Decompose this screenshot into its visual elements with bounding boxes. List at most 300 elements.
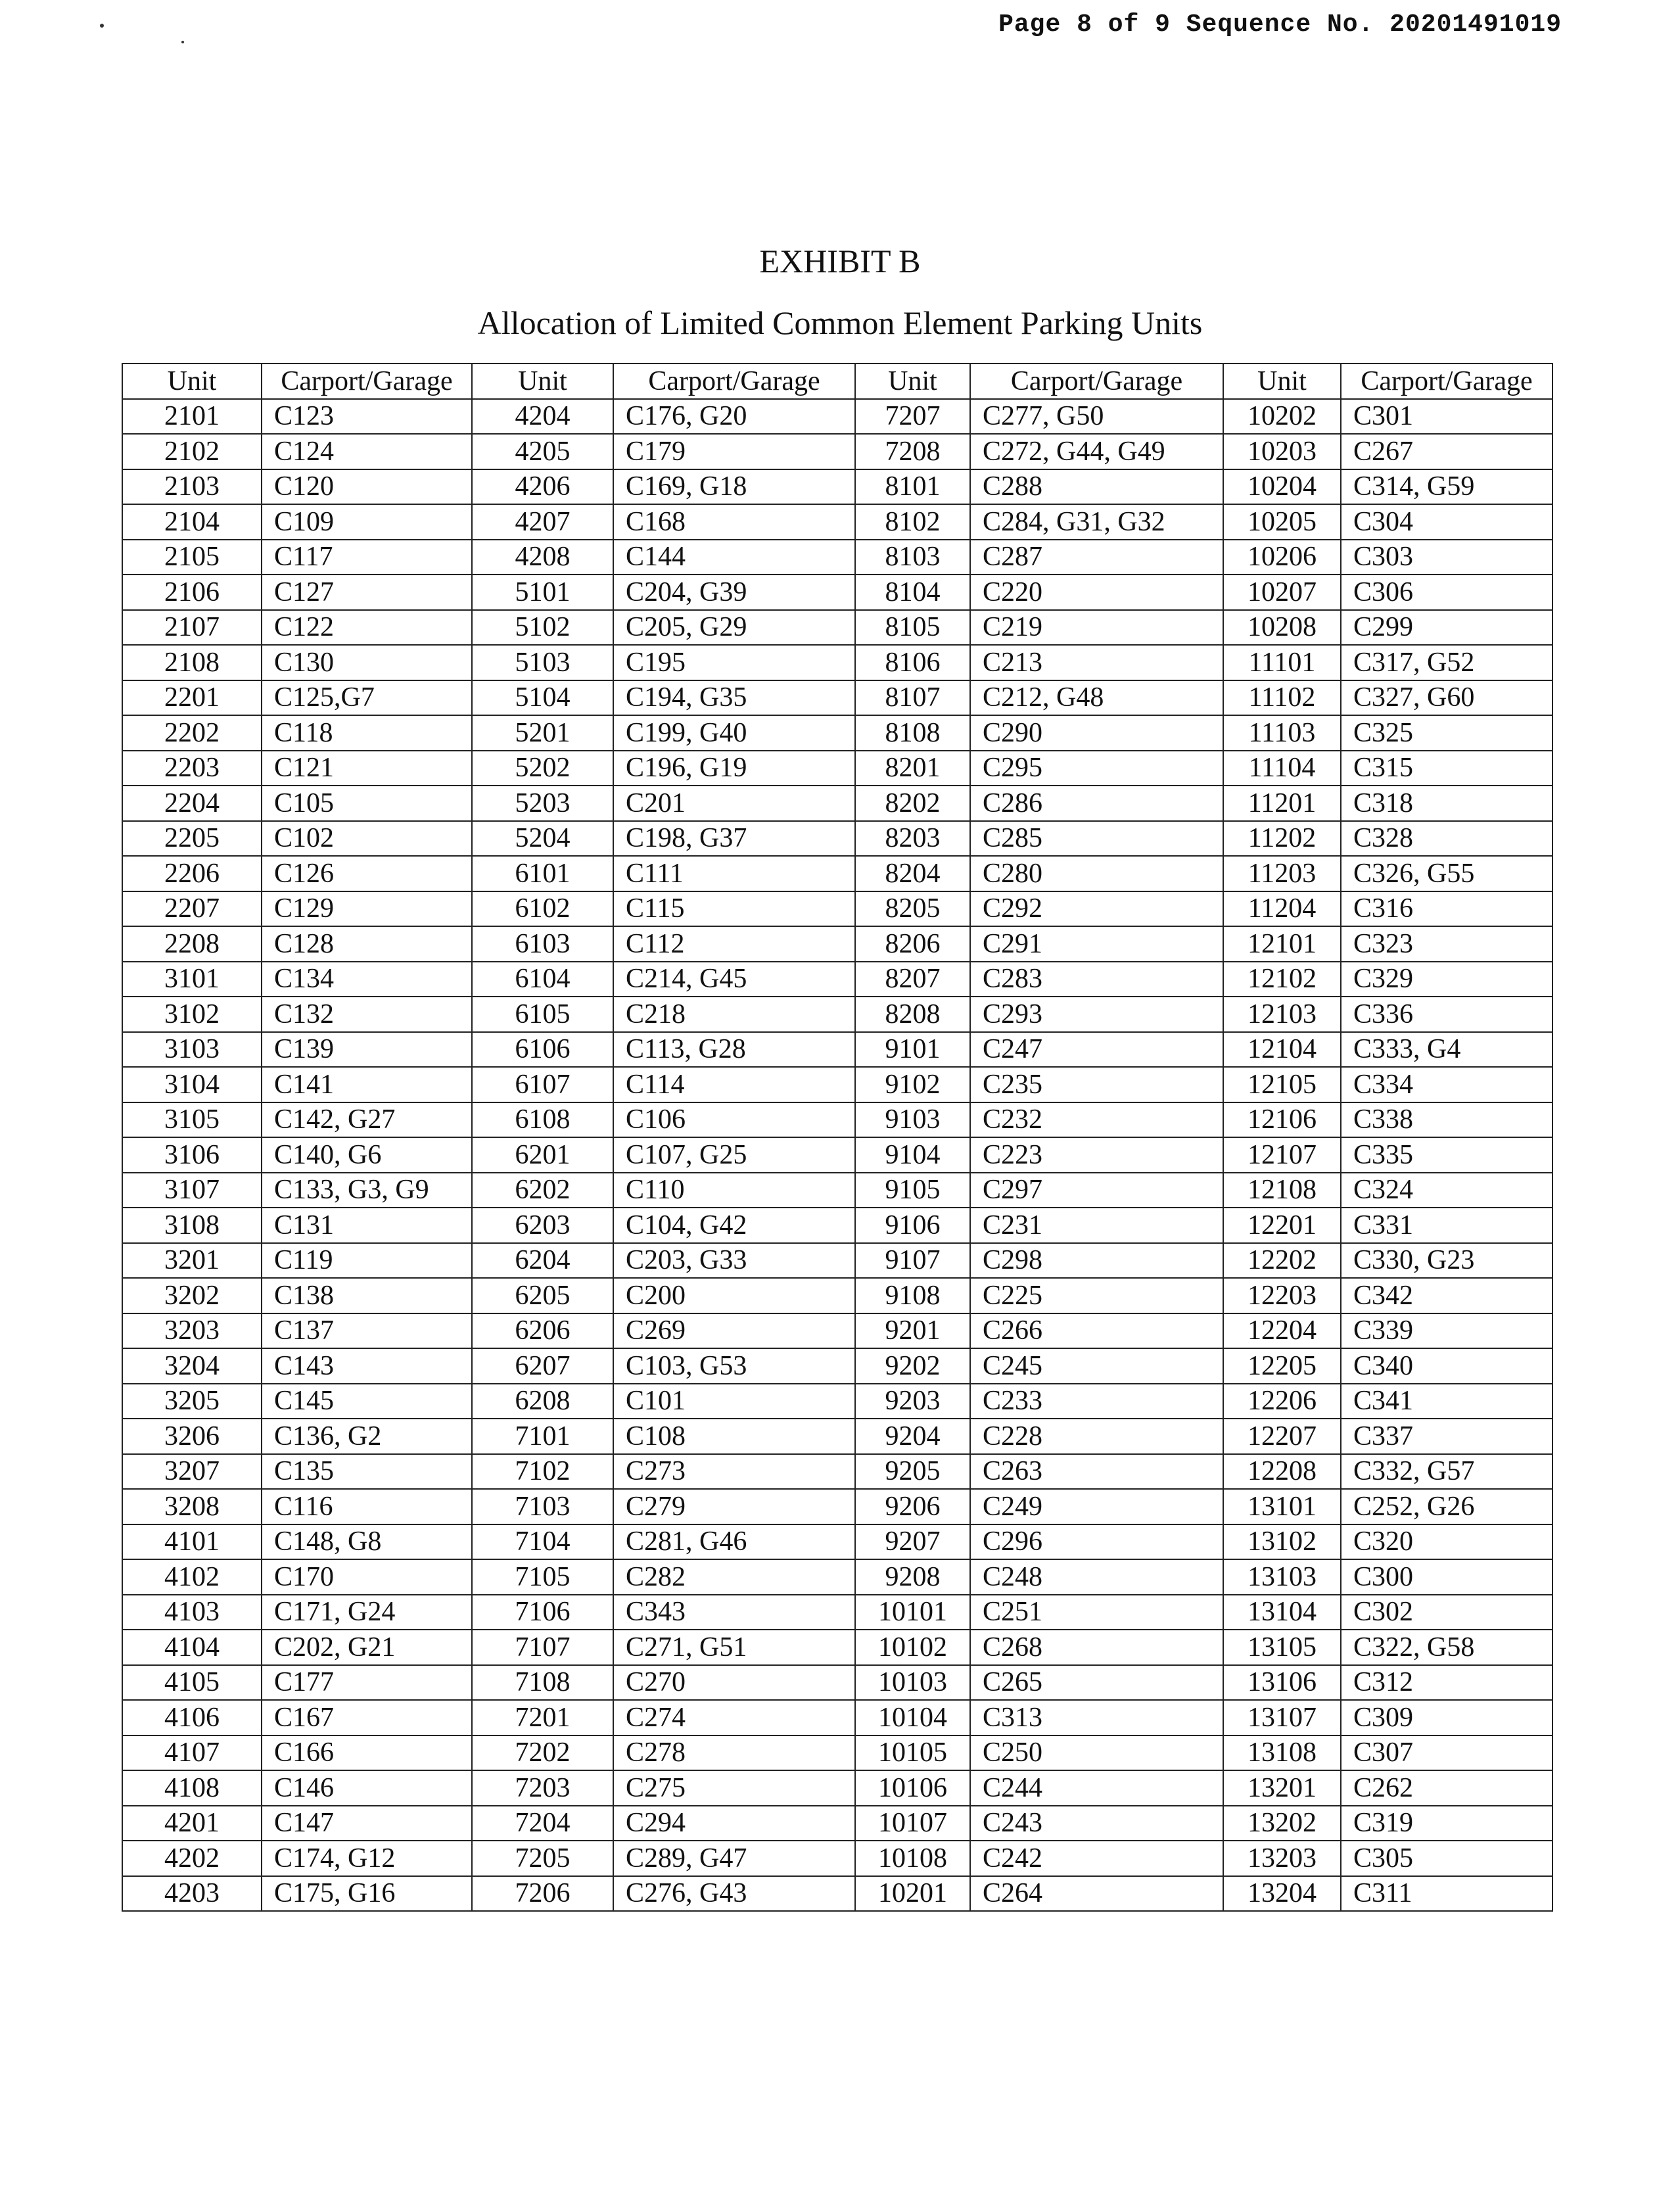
table-row [122, 1524, 1552, 1560]
table-row [122, 1454, 1552, 1490]
carport-garage-cell: C122 [262, 610, 472, 646]
unit-number-cell: 12107 [1223, 1137, 1341, 1173]
carport-garage-cell: C249 [970, 1489, 1223, 1524]
table-row [122, 504, 1552, 540]
carport-garage-cell: C333, G4 [1341, 1032, 1552, 1068]
table-row [122, 434, 1552, 469]
unit-number-cell: 12206 [1223, 1384, 1341, 1419]
carport-garage-cell: C327, G60 [1341, 680, 1552, 716]
unit-number-cell: 6106 [472, 1032, 613, 1068]
unit-number-cell: 12202 [1223, 1243, 1341, 1279]
unit-number-cell: 4108 [122, 1770, 262, 1806]
parking-allocation-table [122, 363, 1553, 1912]
unit-number-cell: 11202 [1223, 821, 1341, 857]
unit-number-cell: 13104 [1223, 1595, 1341, 1630]
unit-number-cell: 3204 [122, 1348, 262, 1384]
carport-garage-cell: C129 [262, 891, 472, 927]
carport-garage-cell: C281, G46 [613, 1524, 855, 1560]
table-row [122, 1173, 1552, 1208]
unit-number-cell: 8103 [855, 540, 970, 575]
carport-garage-cell: C318 [1341, 786, 1552, 821]
unit-number-cell: 6205 [472, 1278, 613, 1313]
carport-garage-cell: C283 [970, 962, 1223, 997]
unit-number-cell: 10106 [855, 1770, 970, 1806]
column-header-unit: Unit [855, 364, 970, 399]
carport-garage-cell: C311 [1341, 1876, 1552, 1912]
carport-garage-cell: C319 [1341, 1806, 1552, 1841]
unit-number-cell: 4207 [472, 504, 613, 540]
unit-number-cell: 9102 [855, 1067, 970, 1102]
carport-garage-cell: C204, G39 [613, 575, 855, 610]
carport-garage-cell: C198, G37 [613, 821, 855, 857]
carport-garage-cell: C110 [613, 1173, 855, 1208]
unit-number-cell: 7102 [472, 1454, 613, 1490]
unit-number-cell: 9203 [855, 1384, 970, 1419]
carport-garage-cell: C144 [613, 540, 855, 575]
carport-garage-cell: C167 [262, 1700, 472, 1735]
carport-garage-cell: C166 [262, 1735, 472, 1771]
unit-number-cell: 5102 [472, 610, 613, 646]
carport-garage-cell: C131 [262, 1208, 472, 1243]
unit-number-cell: 4206 [472, 469, 613, 505]
unit-number-cell: 8104 [855, 575, 970, 610]
unit-number-cell: 3107 [122, 1173, 262, 1208]
unit-number-cell: 4104 [122, 1630, 262, 1665]
carport-garage-cell: C314, G59 [1341, 469, 1552, 505]
unit-number-cell: 9204 [855, 1419, 970, 1454]
carport-garage-cell: C139 [262, 1032, 472, 1068]
page-sequence-header: Page 8 of 9 Sequence No. 20201491019 [998, 11, 1562, 39]
carport-garage-cell: C320 [1341, 1524, 1552, 1560]
column-header-unit: Unit [1223, 364, 1341, 399]
table-row [122, 926, 1552, 962]
table-row [122, 1735, 1552, 1771]
unit-number-cell: 3103 [122, 1032, 262, 1068]
carport-garage-cell: C243 [970, 1806, 1223, 1841]
carport-garage-cell: C247 [970, 1032, 1223, 1068]
carport-garage-cell: C313 [970, 1700, 1223, 1735]
carport-garage-cell: C133, G3, G9 [262, 1173, 472, 1208]
carport-garage-cell: C305 [1341, 1841, 1552, 1876]
unit-number-cell: 7206 [472, 1876, 613, 1912]
table-row [122, 1032, 1552, 1068]
table-row [122, 1208, 1552, 1243]
unit-number-cell: 2206 [122, 856, 262, 891]
unit-number-cell: 7205 [472, 1841, 613, 1876]
unit-number-cell: 9208 [855, 1559, 970, 1595]
carport-garage-cell: C223 [970, 1137, 1223, 1173]
carport-garage-cell: C329 [1341, 962, 1552, 997]
unit-number-cell: 5202 [472, 751, 613, 786]
unit-number-cell: 8205 [855, 891, 970, 927]
carport-garage-cell: C231 [970, 1208, 1223, 1243]
column-header-carport-garage: Carport/Garage [1341, 364, 1552, 399]
carport-garage-cell: C124 [262, 434, 472, 469]
carport-garage-cell: C109 [262, 504, 472, 540]
table-row [122, 399, 1552, 435]
unit-number-cell: 2101 [122, 399, 262, 435]
unit-number-cell: 6208 [472, 1384, 613, 1419]
column-header-carport-garage: Carport/Garage [613, 364, 855, 399]
carport-garage-cell: C325 [1341, 715, 1552, 751]
table-row [122, 1384, 1552, 1419]
carport-garage-cell: C328 [1341, 821, 1552, 857]
carport-garage-cell: C303 [1341, 540, 1552, 575]
unit-number-cell: 2108 [122, 645, 262, 680]
carport-garage-cell: C138 [262, 1278, 472, 1313]
carport-garage-cell: C282 [613, 1559, 855, 1595]
carport-garage-cell: C273 [613, 1454, 855, 1490]
unit-number-cell: 10208 [1223, 610, 1341, 646]
carport-garage-cell: C272, G44, G49 [970, 434, 1223, 469]
carport-garage-cell: C103, G53 [613, 1348, 855, 1384]
table-row [122, 1876, 1552, 1912]
unit-number-cell: 7201 [472, 1700, 613, 1735]
carport-garage-cell: C331 [1341, 1208, 1552, 1243]
carport-garage-cell: C219 [970, 610, 1223, 646]
unit-number-cell: 8201 [855, 751, 970, 786]
carport-garage-cell: C342 [1341, 1278, 1552, 1313]
column-header-carport-garage: Carport/Garage [970, 364, 1223, 399]
unit-number-cell: 3205 [122, 1384, 262, 1419]
unit-number-cell: 4204 [472, 399, 613, 435]
unit-number-cell: 4102 [122, 1559, 262, 1595]
carport-garage-cell: C101 [613, 1384, 855, 1419]
carport-garage-cell: C199, G40 [613, 715, 855, 751]
unit-number-cell: 6206 [472, 1313, 613, 1349]
unit-number-cell: 3201 [122, 1243, 262, 1279]
unit-number-cell: 12205 [1223, 1348, 1341, 1384]
table-header-row [122, 364, 1552, 399]
carport-garage-cell: C326, G55 [1341, 856, 1552, 891]
unit-number-cell: 13202 [1223, 1806, 1341, 1841]
carport-garage-cell: C302 [1341, 1595, 1552, 1630]
carport-garage-cell: C289, G47 [613, 1841, 855, 1876]
unit-number-cell: 10206 [1223, 540, 1341, 575]
unit-number-cell: 8108 [855, 715, 970, 751]
unit-number-cell: 9205 [855, 1454, 970, 1490]
carport-garage-cell: C244 [970, 1770, 1223, 1806]
table-row [122, 540, 1552, 575]
carport-garage-cell: C200 [613, 1278, 855, 1313]
carport-garage-cell: C274 [613, 1700, 855, 1735]
unit-number-cell: 6103 [472, 926, 613, 962]
carport-garage-cell: C285 [970, 821, 1223, 857]
carport-garage-cell: C315 [1341, 751, 1552, 786]
unit-number-cell: 12204 [1223, 1313, 1341, 1349]
unit-number-cell: 2107 [122, 610, 262, 646]
unit-number-cell: 13203 [1223, 1841, 1341, 1876]
unit-number-cell: 12105 [1223, 1067, 1341, 1102]
carport-garage-cell: C266 [970, 1313, 1223, 1349]
unit-number-cell: 9202 [855, 1348, 970, 1384]
table-row [122, 1841, 1552, 1876]
unit-number-cell: 7202 [472, 1735, 613, 1771]
carport-garage-cell: C177 [262, 1665, 472, 1701]
carport-garage-cell: C205, G29 [613, 610, 855, 646]
unit-number-cell: 4203 [122, 1876, 262, 1912]
unit-number-cell: 3106 [122, 1137, 262, 1173]
carport-garage-cell: C114 [613, 1067, 855, 1102]
carport-garage-cell: C104, G42 [613, 1208, 855, 1243]
column-header-carport-garage: Carport/Garage [262, 364, 472, 399]
unit-number-cell: 2105 [122, 540, 262, 575]
unit-number-cell: 2202 [122, 715, 262, 751]
carport-garage-cell: C108 [613, 1419, 855, 1454]
carport-garage-cell: C293 [970, 997, 1223, 1032]
unit-number-cell: 6202 [472, 1173, 613, 1208]
carport-garage-cell: C143 [262, 1348, 472, 1384]
unit-number-cell: 4107 [122, 1735, 262, 1771]
carport-garage-cell: C242 [970, 1841, 1223, 1876]
carport-garage-cell: C252, G26 [1341, 1489, 1552, 1524]
unit-number-cell: 5203 [472, 786, 613, 821]
column-header-unit: Unit [122, 364, 262, 399]
carport-garage-cell: C324 [1341, 1173, 1552, 1208]
unit-number-cell: 4103 [122, 1595, 262, 1630]
unit-number-cell: 10103 [855, 1665, 970, 1701]
unit-number-cell: 7103 [472, 1489, 613, 1524]
carport-garage-cell: C307 [1341, 1735, 1552, 1771]
carport-garage-cell: C277, G50 [970, 399, 1223, 435]
carport-garage-cell: C332, G57 [1341, 1454, 1552, 1490]
carport-garage-cell: C251 [970, 1595, 1223, 1630]
carport-garage-cell: C275 [613, 1770, 855, 1806]
carport-garage-cell: C171, G24 [262, 1595, 472, 1630]
unit-number-cell: 6204 [472, 1243, 613, 1279]
unit-number-cell: 8206 [855, 926, 970, 962]
unit-number-cell: 4208 [472, 540, 613, 575]
carport-garage-cell: C201 [613, 786, 855, 821]
unit-number-cell: 3208 [122, 1489, 262, 1524]
unit-number-cell: 2104 [122, 504, 262, 540]
carport-garage-cell: C140, G6 [262, 1137, 472, 1173]
unit-number-cell: 10202 [1223, 399, 1341, 435]
unit-number-cell: 6102 [472, 891, 613, 927]
table-row [122, 575, 1552, 610]
carport-garage-cell: C286 [970, 786, 1223, 821]
carport-garage-cell: C105 [262, 786, 472, 821]
carport-garage-cell: C276, G43 [613, 1876, 855, 1912]
carport-garage-cell: C132 [262, 997, 472, 1032]
carport-garage-cell: C127 [262, 575, 472, 610]
unit-number-cell: 9207 [855, 1524, 970, 1560]
unit-number-cell: 12101 [1223, 926, 1341, 962]
unit-number-cell: 11104 [1223, 751, 1341, 786]
carport-garage-cell: C130 [262, 645, 472, 680]
table-row [122, 891, 1552, 927]
unit-number-cell: 3202 [122, 1278, 262, 1313]
unit-number-cell: 8107 [855, 680, 970, 716]
carport-garage-cell: C268 [970, 1630, 1223, 1665]
unit-number-cell: 8102 [855, 504, 970, 540]
unit-number-cell: 8208 [855, 997, 970, 1032]
carport-garage-cell: C228 [970, 1419, 1223, 1454]
table-row [122, 610, 1552, 646]
unit-number-cell: 12203 [1223, 1278, 1341, 1313]
unit-number-cell: 10108 [855, 1841, 970, 1876]
carport-garage-cell: C142, G27 [262, 1102, 472, 1138]
carport-garage-cell: C137 [262, 1313, 472, 1349]
carport-garage-cell: C338 [1341, 1102, 1552, 1138]
carport-garage-cell: C269 [613, 1313, 855, 1349]
carport-garage-cell: C106 [613, 1102, 855, 1138]
carport-garage-cell: C111 [613, 856, 855, 891]
unit-number-cell: 7101 [472, 1419, 613, 1454]
carport-garage-cell: C297 [970, 1173, 1223, 1208]
unit-number-cell: 9104 [855, 1137, 970, 1173]
carport-garage-cell: C102 [262, 821, 472, 857]
unit-number-cell: 7203 [472, 1770, 613, 1806]
carport-garage-cell: C278 [613, 1735, 855, 1771]
table-row [122, 962, 1552, 997]
unit-number-cell: 8207 [855, 962, 970, 997]
exhibit-subtitle: Allocation of Limited Common Element Parking Units [477, 304, 1203, 341]
unit-number-cell: 3206 [122, 1419, 262, 1454]
carport-garage-cell: C291 [970, 926, 1223, 962]
unit-number-cell: 10107 [855, 1806, 970, 1841]
unit-number-cell: 2103 [122, 469, 262, 505]
carport-garage-cell: C168 [613, 504, 855, 540]
carport-garage-cell: C279 [613, 1489, 855, 1524]
carport-garage-cell: C343 [613, 1595, 855, 1630]
unit-number-cell: 9108 [855, 1278, 970, 1313]
carport-garage-cell: C317, G52 [1341, 645, 1552, 680]
carport-garage-cell: C304 [1341, 504, 1552, 540]
carport-garage-cell: C292 [970, 891, 1223, 927]
unit-number-cell: 11203 [1223, 856, 1341, 891]
table-row [122, 1313, 1552, 1349]
unit-number-cell: 4201 [122, 1806, 262, 1841]
table-row [122, 645, 1552, 680]
carport-garage-cell: C280 [970, 856, 1223, 891]
carport-garage-cell: C118 [262, 715, 472, 751]
carport-garage-cell: C126 [262, 856, 472, 891]
carport-garage-cell: C233 [970, 1384, 1223, 1419]
exhibit-title: EXHIBIT B [759, 243, 921, 279]
unit-number-cell: 12208 [1223, 1454, 1341, 1490]
carport-garage-cell: C225 [970, 1278, 1223, 1313]
unit-number-cell: 6101 [472, 856, 613, 891]
table-row [122, 1700, 1552, 1735]
unit-number-cell: 9106 [855, 1208, 970, 1243]
unit-number-cell: 7204 [472, 1806, 613, 1841]
scan-speck [100, 24, 104, 28]
carport-garage-cell: C212, G48 [970, 680, 1223, 716]
table-row [122, 1278, 1552, 1313]
table-row [122, 1630, 1552, 1665]
unit-number-cell: 9105 [855, 1173, 970, 1208]
carport-garage-cell: C287 [970, 540, 1223, 575]
carport-garage-cell: C316 [1341, 891, 1552, 927]
table-row [122, 856, 1552, 891]
unit-number-cell: 7107 [472, 1630, 613, 1665]
carport-garage-cell: C294 [613, 1806, 855, 1841]
unit-number-cell: 8202 [855, 786, 970, 821]
carport-garage-cell: C341 [1341, 1384, 1552, 1419]
carport-garage-cell: C284, G31, G32 [970, 504, 1223, 540]
unit-number-cell: 3102 [122, 997, 262, 1032]
unit-number-cell: 2106 [122, 575, 262, 610]
unit-number-cell: 13106 [1223, 1665, 1341, 1701]
unit-number-cell: 6201 [472, 1137, 613, 1173]
carport-garage-cell: C146 [262, 1770, 472, 1806]
unit-number-cell: 9101 [855, 1032, 970, 1068]
unit-number-cell: 10104 [855, 1700, 970, 1735]
table-row [122, 469, 1552, 505]
unit-number-cell: 4202 [122, 1841, 262, 1876]
carport-garage-cell: C235 [970, 1067, 1223, 1102]
table-row [122, 821, 1552, 857]
carport-garage-cell: C298 [970, 1243, 1223, 1279]
unit-number-cell: 12104 [1223, 1032, 1341, 1068]
unit-number-cell: 7208 [855, 434, 970, 469]
unit-number-cell: 2208 [122, 926, 262, 962]
carport-garage-cell: C179 [613, 434, 855, 469]
unit-number-cell: 10201 [855, 1876, 970, 1912]
carport-garage-cell: C309 [1341, 1700, 1552, 1735]
unit-number-cell: 2205 [122, 821, 262, 857]
unit-number-cell: 3105 [122, 1102, 262, 1138]
unit-number-cell: 2207 [122, 891, 262, 927]
unit-number-cell: 10101 [855, 1595, 970, 1630]
table-row [122, 997, 1552, 1032]
unit-number-cell: 5104 [472, 680, 613, 716]
carport-garage-cell: C288 [970, 469, 1223, 505]
carport-garage-cell: C175, G16 [262, 1876, 472, 1912]
unit-number-cell: 9206 [855, 1489, 970, 1524]
carport-garage-cell: C128 [262, 926, 472, 962]
carport-garage-cell: C125,G7 [262, 680, 472, 716]
unit-number-cell: 12106 [1223, 1102, 1341, 1138]
carport-garage-cell: C340 [1341, 1348, 1552, 1384]
carport-garage-cell: C174, G12 [262, 1841, 472, 1876]
carport-garage-cell: C336 [1341, 997, 1552, 1032]
table-row [122, 680, 1552, 716]
carport-garage-cell: C322, G58 [1341, 1630, 1552, 1665]
unit-number-cell: 10203 [1223, 434, 1341, 469]
carport-garage-cell: C117 [262, 540, 472, 575]
carport-garage-cell: C330, G23 [1341, 1243, 1552, 1279]
unit-number-cell: 2204 [122, 786, 262, 821]
table-row [122, 1559, 1552, 1595]
carport-garage-cell: C323 [1341, 926, 1552, 962]
carport-garage-cell: C113, G28 [613, 1032, 855, 1068]
carport-garage-cell: C107, G25 [613, 1137, 855, 1173]
table-row [122, 1489, 1552, 1524]
unit-number-cell: 5101 [472, 575, 613, 610]
unit-number-cell: 11201 [1223, 786, 1341, 821]
carport-garage-cell: C267 [1341, 434, 1552, 469]
unit-number-cell: 8204 [855, 856, 970, 891]
carport-garage-cell: C120 [262, 469, 472, 505]
table-row [122, 1067, 1552, 1102]
unit-number-cell: 8203 [855, 821, 970, 857]
carport-garage-cell: C271, G51 [613, 1630, 855, 1665]
unit-number-cell: 4101 [122, 1524, 262, 1560]
unit-number-cell: 2201 [122, 680, 262, 716]
carport-garage-cell: C301 [1341, 399, 1552, 435]
table-row [122, 751, 1552, 786]
carport-garage-cell: C119 [262, 1243, 472, 1279]
unit-number-cell: 3207 [122, 1454, 262, 1490]
scan-speck [181, 41, 184, 43]
unit-number-cell: 9107 [855, 1243, 970, 1279]
unit-number-cell: 7104 [472, 1524, 613, 1560]
carport-garage-cell: C264 [970, 1876, 1223, 1912]
table-row [122, 1137, 1552, 1173]
carport-garage-cell: C335 [1341, 1137, 1552, 1173]
